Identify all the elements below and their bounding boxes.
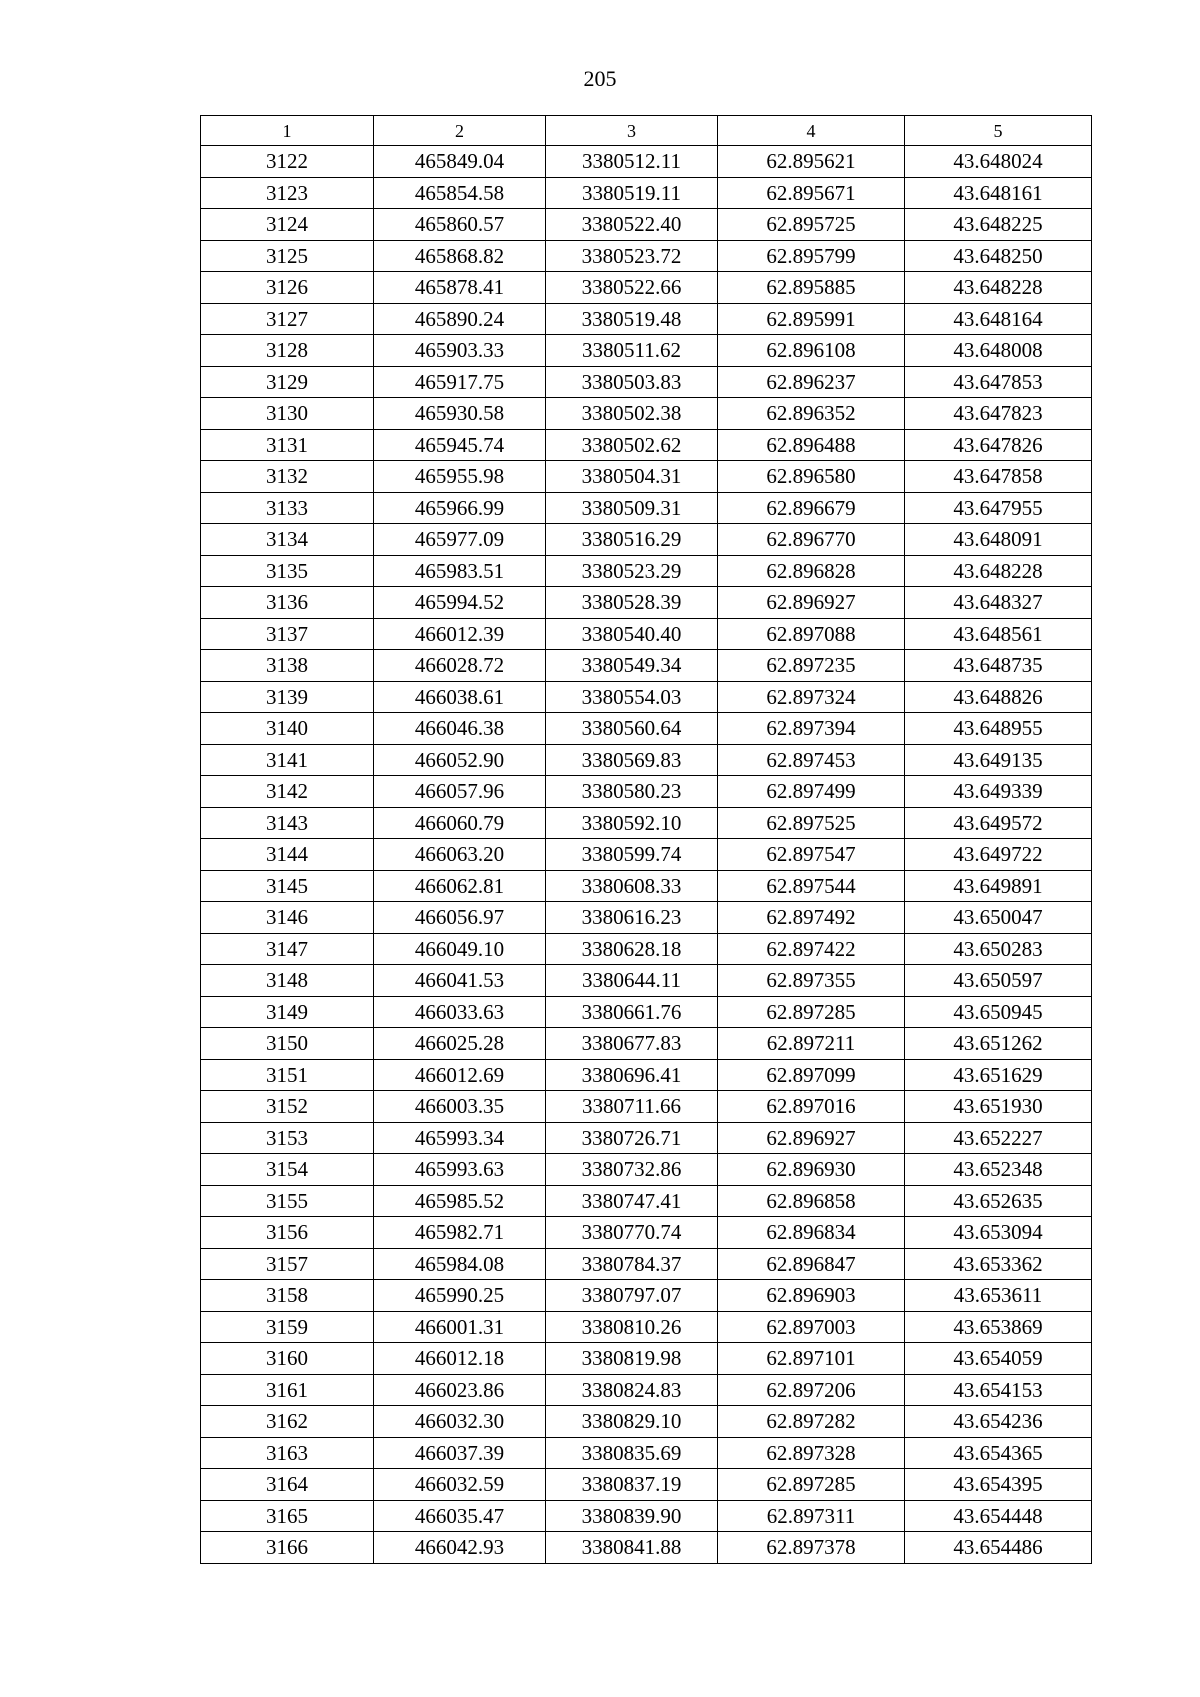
table-cell: 3380810.26	[546, 1311, 718, 1343]
table-cell: 62.896847	[718, 1248, 905, 1280]
table-cell: 62.897285	[718, 1469, 905, 1501]
table-cell: 3140	[201, 713, 374, 745]
table-cell: 3160	[201, 1343, 374, 1375]
table-cell: 43.650283	[905, 933, 1092, 965]
table-row	[201, 492, 1092, 524]
table-row	[201, 807, 1092, 839]
table-row	[201, 650, 1092, 682]
table-row	[201, 902, 1092, 934]
table-cell: 3380509.31	[546, 492, 718, 524]
table-cell: 43.654395	[905, 1469, 1092, 1501]
table-cell: 466012.18	[374, 1343, 546, 1375]
table-row	[201, 555, 1092, 587]
table-cell: 3128	[201, 335, 374, 367]
table-cell: 43.653362	[905, 1248, 1092, 1280]
table-row	[201, 744, 1092, 776]
table-cell: 3129	[201, 366, 374, 398]
table-cell: 43.650047	[905, 902, 1092, 934]
table-cell: 3161	[201, 1374, 374, 1406]
table-cell: 3380560.64	[546, 713, 718, 745]
table-cell: 43.652635	[905, 1185, 1092, 1217]
header-row	[201, 116, 1092, 146]
table-cell: 465868.82	[374, 240, 546, 272]
table-cell: 466060.79	[374, 807, 546, 839]
table-cell: 43.654486	[905, 1532, 1092, 1564]
table-cell: 3380503.83	[546, 366, 718, 398]
table-cell: 3155	[201, 1185, 374, 1217]
table-cell: 43.648008	[905, 335, 1092, 367]
table-cell: 62.896679	[718, 492, 905, 524]
table-row	[201, 870, 1092, 902]
table-row	[201, 1122, 1092, 1154]
table-cell: 43.648024	[905, 146, 1092, 178]
table-cell: 43.654365	[905, 1437, 1092, 1469]
table-cell: 62.895799	[718, 240, 905, 272]
table-row	[201, 713, 1092, 745]
table-cell: 43.652348	[905, 1154, 1092, 1186]
table-cell: 43.648228	[905, 272, 1092, 304]
table-cell: 3148	[201, 965, 374, 997]
table-cell: 3150	[201, 1028, 374, 1060]
table-cell: 43.654448	[905, 1500, 1092, 1532]
table-cell: 3130	[201, 398, 374, 430]
column-header: 1	[201, 116, 374, 146]
table-cell: 3159	[201, 1311, 374, 1343]
table-cell: 3127	[201, 303, 374, 335]
table-cell: 3139	[201, 681, 374, 713]
table-cell: 3135	[201, 555, 374, 587]
table-cell: 465854.58	[374, 177, 546, 209]
table-row	[201, 272, 1092, 304]
table-cell: 465983.51	[374, 555, 546, 587]
table-cell: 3156	[201, 1217, 374, 1249]
table-cell: 465860.57	[374, 209, 546, 241]
table-cell: 465984.08	[374, 1248, 546, 1280]
table-row	[201, 429, 1092, 461]
table-cell: 43.650945	[905, 996, 1092, 1028]
table-cell: 43.648164	[905, 303, 1092, 335]
column-header: 4	[718, 116, 905, 146]
table-cell: 466062.81	[374, 870, 546, 902]
table-cell: 3380502.62	[546, 429, 718, 461]
table-cell: 3380835.69	[546, 1437, 718, 1469]
table-cell: 3126	[201, 272, 374, 304]
table-cell: 466032.30	[374, 1406, 546, 1438]
table-cell: 62.897003	[718, 1311, 905, 1343]
table-cell: 62.896828	[718, 555, 905, 587]
table-cell: 62.897101	[718, 1343, 905, 1375]
table-cell: 3380616.23	[546, 902, 718, 934]
table-cell: 62.897499	[718, 776, 905, 808]
table-cell: 466056.97	[374, 902, 546, 934]
table-cell: 3158	[201, 1280, 374, 1312]
table-cell: 62.897453	[718, 744, 905, 776]
column-header: 3	[546, 116, 718, 146]
table-cell: 43.648228	[905, 555, 1092, 587]
table-cell: 3124	[201, 209, 374, 241]
table-row	[201, 1185, 1092, 1217]
table-cell: 62.895671	[718, 177, 905, 209]
table-cell: 43.649891	[905, 870, 1092, 902]
table-cell: 43.648161	[905, 177, 1092, 209]
table-cell: 3380797.07	[546, 1280, 718, 1312]
table-row	[201, 965, 1092, 997]
table-cell: 62.897235	[718, 650, 905, 682]
table-cell: 62.896834	[718, 1217, 905, 1249]
table-row	[201, 335, 1092, 367]
table-cell: 43.654059	[905, 1343, 1092, 1375]
table-cell: 465977.09	[374, 524, 546, 556]
table-row	[201, 618, 1092, 650]
table-cell: 3142	[201, 776, 374, 808]
table-cell: 3154	[201, 1154, 374, 1186]
table-cell: 43.649135	[905, 744, 1092, 776]
table-header	[201, 116, 1092, 146]
table-row	[201, 996, 1092, 1028]
table-cell: 3164	[201, 1469, 374, 1501]
table-cell: 3162	[201, 1406, 374, 1438]
table-cell: 3380523.72	[546, 240, 718, 272]
table-cell: 465994.52	[374, 587, 546, 619]
table-cell: 3152	[201, 1091, 374, 1123]
table-cell: 62.897544	[718, 870, 905, 902]
table-cell: 466057.96	[374, 776, 546, 808]
table-cell: 3147	[201, 933, 374, 965]
table-row	[201, 524, 1092, 556]
table-cell: 466035.47	[374, 1500, 546, 1532]
table-cell: 62.897211	[718, 1028, 905, 1060]
table-cell: 3380837.19	[546, 1469, 718, 1501]
table-cell: 466033.63	[374, 996, 546, 1028]
table-row	[201, 1059, 1092, 1091]
table-cell: 3380747.41	[546, 1185, 718, 1217]
table-cell: 62.895991	[718, 303, 905, 335]
table-cell: 43.649339	[905, 776, 1092, 808]
table-cell: 3380770.74	[546, 1217, 718, 1249]
table-cell: 466041.53	[374, 965, 546, 997]
table-cell: 3141	[201, 744, 374, 776]
table-cell: 466032.59	[374, 1469, 546, 1501]
table-cell: 43.648091	[905, 524, 1092, 556]
table-cell: 62.897355	[718, 965, 905, 997]
table-cell: 43.654153	[905, 1374, 1092, 1406]
table-cell: 43.648955	[905, 713, 1092, 745]
table-cell: 62.897088	[718, 618, 905, 650]
table-cell: 3380528.39	[546, 587, 718, 619]
table-row	[201, 1311, 1092, 1343]
table-cell: 3149	[201, 996, 374, 1028]
table-cell: 62.896580	[718, 461, 905, 493]
table-cell: 3380592.10	[546, 807, 718, 839]
table-cell: 43.648826	[905, 681, 1092, 713]
table-cell: 466025.28	[374, 1028, 546, 1060]
table-cell: 3138	[201, 650, 374, 682]
table-cell: 3380540.40	[546, 618, 718, 650]
table-cell: 3380516.29	[546, 524, 718, 556]
table-cell: 3380696.41	[546, 1059, 718, 1091]
table-cell: 466003.35	[374, 1091, 546, 1123]
table-cell: 3380512.11	[546, 146, 718, 178]
table-row	[201, 839, 1092, 871]
table-cell: 3380599.74	[546, 839, 718, 871]
table-cell: 62.896108	[718, 335, 905, 367]
table-cell: 465849.04	[374, 146, 546, 178]
table-cell: 3380523.29	[546, 555, 718, 587]
table-cell: 466063.20	[374, 839, 546, 871]
table-cell: 3380580.23	[546, 776, 718, 808]
table-cell: 43.648561	[905, 618, 1092, 650]
table-cell: 3380824.83	[546, 1374, 718, 1406]
table-cell: 62.897282	[718, 1406, 905, 1438]
column-header: 2	[374, 116, 546, 146]
table-cell: 3125	[201, 240, 374, 272]
table-cell: 465890.24	[374, 303, 546, 335]
table-cell: 43.648225	[905, 209, 1092, 241]
table-cell: 43.654236	[905, 1406, 1092, 1438]
table-cell: 62.895621	[718, 146, 905, 178]
page-number: 205	[583, 66, 617, 91]
table-cell: 3136	[201, 587, 374, 619]
table-cell: 43.648735	[905, 650, 1092, 682]
table-cell: 3146	[201, 902, 374, 934]
table-cell: 62.896770	[718, 524, 905, 556]
table-cell: 3144	[201, 839, 374, 871]
table-cell: 62.896927	[718, 587, 905, 619]
table-cell: 465993.34	[374, 1122, 546, 1154]
table-cell: 466001.31	[374, 1311, 546, 1343]
table-cell: 3380502.38	[546, 398, 718, 430]
table-cell: 43.647826	[905, 429, 1092, 461]
table-cell: 3380522.40	[546, 209, 718, 241]
table-row	[201, 209, 1092, 241]
table-row	[201, 681, 1092, 713]
table-cell: 3380829.10	[546, 1406, 718, 1438]
table-cell: 62.897394	[718, 713, 905, 745]
table-row	[201, 587, 1092, 619]
table-cell: 43.647823	[905, 398, 1092, 430]
table-cell: 466049.10	[374, 933, 546, 965]
table-cell: 3380628.18	[546, 933, 718, 965]
table-row	[201, 303, 1092, 335]
table-cell: 62.896930	[718, 1154, 905, 1186]
table-row	[201, 398, 1092, 430]
table-cell: 62.897099	[718, 1059, 905, 1091]
table-cell: 43.648327	[905, 587, 1092, 619]
table-cell: 3380677.83	[546, 1028, 718, 1060]
table-cell: 62.896237	[718, 366, 905, 398]
table-cell: 43.647858	[905, 461, 1092, 493]
table-cell: 465955.98	[374, 461, 546, 493]
table-cell: 3380519.48	[546, 303, 718, 335]
table-cell: 62.897016	[718, 1091, 905, 1123]
table-cell: 465990.25	[374, 1280, 546, 1312]
table-cell: 62.897492	[718, 902, 905, 934]
table-cell: 3380554.03	[546, 681, 718, 713]
table-cell: 3380519.11	[546, 177, 718, 209]
table-cell: 43.652227	[905, 1122, 1092, 1154]
table-cell: 3380839.90	[546, 1500, 718, 1532]
table-row	[201, 1343, 1092, 1375]
table-cell: 62.895885	[718, 272, 905, 304]
table-cell: 3380661.76	[546, 996, 718, 1028]
table-cell: 3134	[201, 524, 374, 556]
table-cell: 3133	[201, 492, 374, 524]
table-row	[201, 461, 1092, 493]
table-cell: 466012.69	[374, 1059, 546, 1091]
table-cell: 3380569.83	[546, 744, 718, 776]
table-cell: 43.650597	[905, 965, 1092, 997]
table-cell: 62.897206	[718, 1374, 905, 1406]
table-row	[201, 1469, 1092, 1501]
table-cell: 62.897547	[718, 839, 905, 871]
table-cell: 3131	[201, 429, 374, 461]
table-cell: 3145	[201, 870, 374, 902]
table-cell: 3132	[201, 461, 374, 493]
table-cell: 62.897525	[718, 807, 905, 839]
table-row	[201, 1374, 1092, 1406]
table-row	[201, 1500, 1092, 1532]
table-cell: 43.651262	[905, 1028, 1092, 1060]
table-body	[201, 146, 1092, 1564]
table-cell: 3380504.31	[546, 461, 718, 493]
table-cell: 43.647955	[905, 492, 1092, 524]
table-cell: 62.897285	[718, 996, 905, 1028]
table-cell: 466042.93	[374, 1532, 546, 1564]
table-cell: 43.651930	[905, 1091, 1092, 1123]
table-cell: 466037.39	[374, 1437, 546, 1469]
table-row	[201, 933, 1092, 965]
table-cell: 62.897311	[718, 1500, 905, 1532]
table-cell: 62.897422	[718, 933, 905, 965]
table-cell: 466038.61	[374, 681, 546, 713]
table-cell: 3380522.66	[546, 272, 718, 304]
table-row	[201, 1028, 1092, 1060]
column-header: 5	[905, 116, 1092, 146]
table-cell: 3157	[201, 1248, 374, 1280]
table-cell: 3153	[201, 1122, 374, 1154]
table-cell: 43.648250	[905, 240, 1092, 272]
table-cell: 43.653611	[905, 1280, 1092, 1312]
table-cell: 3380726.71	[546, 1122, 718, 1154]
table-cell: 43.649722	[905, 839, 1092, 871]
table-cell: 3123	[201, 177, 374, 209]
table-cell: 3380644.11	[546, 965, 718, 997]
table-row	[201, 366, 1092, 398]
table-cell: 3380608.33	[546, 870, 718, 902]
table-row	[201, 1437, 1092, 1469]
table-cell: 43.651629	[905, 1059, 1092, 1091]
table-cell: 466046.38	[374, 713, 546, 745]
table-cell: 465982.71	[374, 1217, 546, 1249]
table-cell: 3380549.34	[546, 650, 718, 682]
table-cell: 3122	[201, 146, 374, 178]
table-cell: 465930.58	[374, 398, 546, 430]
table-cell: 62.896927	[718, 1122, 905, 1154]
table-cell: 3380841.88	[546, 1532, 718, 1564]
table-cell: 466052.90	[374, 744, 546, 776]
table-cell: 3143	[201, 807, 374, 839]
table-cell: 43.647853	[905, 366, 1092, 398]
table-cell: 466028.72	[374, 650, 546, 682]
table-row	[201, 240, 1092, 272]
table-cell: 62.896352	[718, 398, 905, 430]
table-cell: 62.897378	[718, 1532, 905, 1564]
table-row	[201, 1248, 1092, 1280]
table-cell: 3380711.66	[546, 1091, 718, 1123]
table-cell: 62.897324	[718, 681, 905, 713]
table-cell: 43.649572	[905, 807, 1092, 839]
table-cell: 62.895725	[718, 209, 905, 241]
table-row	[201, 1154, 1092, 1186]
table-cell: 465966.99	[374, 492, 546, 524]
table-cell: 466023.86	[374, 1374, 546, 1406]
table-cell: 3380732.86	[546, 1154, 718, 1186]
table-row	[201, 1217, 1092, 1249]
table-cell: 62.897328	[718, 1437, 905, 1469]
table-cell: 43.653094	[905, 1217, 1092, 1249]
coordinates-table	[200, 115, 1092, 1564]
table-cell: 3380784.37	[546, 1248, 718, 1280]
table-cell: 465945.74	[374, 429, 546, 461]
table-row	[201, 177, 1092, 209]
table-row	[201, 1091, 1092, 1123]
table-cell: 3165	[201, 1500, 374, 1532]
table-cell: 62.896903	[718, 1280, 905, 1312]
table-cell: 62.896488	[718, 429, 905, 461]
table-cell: 3380511.62	[546, 335, 718, 367]
table-row	[201, 146, 1092, 178]
table-cell: 3166	[201, 1532, 374, 1564]
table-cell: 465878.41	[374, 272, 546, 304]
table-cell: 465903.33	[374, 335, 546, 367]
table-cell: 465985.52	[374, 1185, 546, 1217]
table-cell: 465993.63	[374, 1154, 546, 1186]
table-cell: 3137	[201, 618, 374, 650]
table-cell: 3151	[201, 1059, 374, 1091]
table-row	[201, 1406, 1092, 1438]
table-cell: 465917.75	[374, 366, 546, 398]
table-row	[201, 776, 1092, 808]
table-cell: 43.653869	[905, 1311, 1092, 1343]
table-cell: 3380819.98	[546, 1343, 718, 1375]
table-cell: 62.896858	[718, 1185, 905, 1217]
table-row	[201, 1280, 1092, 1312]
table-cell: 466012.39	[374, 618, 546, 650]
table-cell: 3163	[201, 1437, 374, 1469]
table-row	[201, 1532, 1092, 1564]
